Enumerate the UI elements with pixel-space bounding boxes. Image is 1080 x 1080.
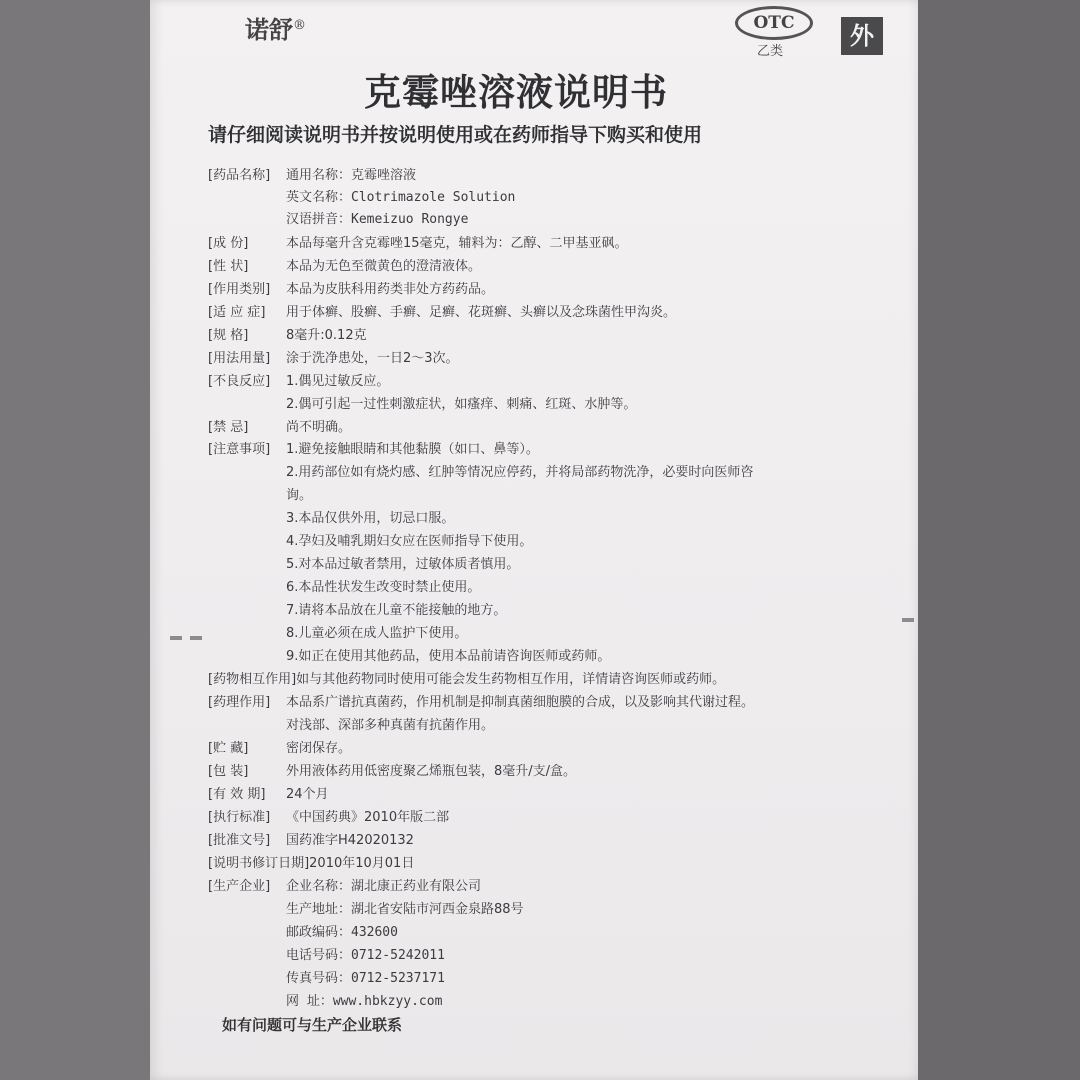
category-label: [作用类别]: [208, 282, 271, 297]
contraindications-text: 尚不明确。: [286, 420, 352, 435]
approval-label: [批准文号]: [208, 833, 271, 848]
manufacturer-address: 生产地址：湖北省安陆市河西金泉路88号: [286, 902, 524, 917]
ingredients-row: [208, 232, 628, 251]
adverse-row: [208, 370, 389, 389]
precaution-item: 2.用药部位如有烧灼感、红肿等情况应停药，并将局部药物洗净，必要时向医师咨: [286, 465, 754, 480]
background-right: [918, 0, 1080, 1080]
appearance-label: [性 状]: [208, 259, 249, 274]
precaution-item: 7.请将本品放在儿童不能接触的地方。: [286, 603, 507, 618]
category-row: [208, 278, 494, 297]
dosage-label: [用法用量]: [208, 351, 271, 366]
precaution-item: 4.孕妇及哺乳期妇女应在医师指导下使用。: [286, 534, 533, 549]
manufacturer-phone: 电话号码：0712-5242011: [286, 948, 445, 963]
dosage-row: [208, 347, 459, 366]
storage-label: [贮 藏]: [208, 741, 249, 756]
manufacturer-website: 网 址：www.hbkzyy.com: [286, 994, 443, 1009]
precaution-item: 1.避免接触眼睛和其他黏膜（如口、鼻等）。: [286, 442, 539, 457]
specification-label: [规 格]: [208, 328, 249, 343]
interactions-row: [208, 668, 725, 687]
revision-row: [208, 852, 414, 871]
fold-mark: [170, 636, 182, 640]
manufacturer-name: 企业名称：湖北康正药业有限公司: [286, 879, 482, 894]
appearance-text: 本品为无色至微黄色的澄清液体。: [286, 259, 482, 274]
pharmacology-text-continued: 对浅部、深部多种真菌有抗菌作用。: [286, 718, 495, 733]
interactions-label: [药物相互作用]: [208, 672, 297, 687]
manufacturer-row: [208, 875, 481, 894]
precaution-item: 5.对本品过敏者禁用，过敏体质者慎用。: [286, 557, 520, 572]
manufacturer-label: [生产企业]: [208, 879, 271, 894]
precautions-row: [208, 438, 539, 457]
standard-text: 《中国药典》2010年版二部: [286, 810, 450, 825]
common-name: 通用名称：克霉唑溶液: [286, 168, 417, 183]
drug-name-label: [药品名称]: [208, 168, 271, 183]
background-left: [0, 0, 150, 1080]
pharmacology-text: 本品系广谱抗真菌药，作用机制是抑制真菌细胞膜的合成，以及影响其代谢过程。: [286, 695, 755, 710]
leaflet-sheet: [150, 0, 918, 1080]
revision-text: 2010年10月01日: [309, 856, 415, 871]
contraindications-row: [208, 416, 351, 435]
adverse-item: 1.偶见过敏反应。: [286, 374, 390, 389]
pinyin-name: 汉语拼音：Kemeizuo Rongye: [286, 212, 469, 227]
storage-row: [208, 737, 351, 756]
approval-row: [208, 829, 414, 848]
appearance-row: [208, 255, 481, 274]
adverse-item: 2.偶可引起一过性刺激症状，如瘙痒、刺痛、红斑、水肿等。: [286, 397, 637, 412]
otc-badge: OTC: [735, 6, 813, 40]
category-text: 本品为皮肤科用药类非处方药药品。: [286, 282, 495, 297]
external-use-mark: 外: [841, 17, 883, 55]
validity-text: 24个月: [286, 787, 329, 802]
approval-text: 国药准字H42020132: [286, 833, 414, 848]
fold-mark: [902, 618, 914, 622]
page-subtitle: 请仔细阅读说明书并按说明使用或在药师指导下购买和使用: [208, 124, 703, 146]
indications-text: 用于体癣、股癣、手癣、足癣、花斑癣、头癣以及念珠菌性甲沟炎。: [286, 305, 677, 320]
precaution-item: 3.本品仅供外用，切忌口服。: [286, 511, 455, 526]
english-name: 英文名称：Clotrimazole Solution: [286, 190, 516, 205]
standard-label: [执行标准]: [208, 810, 271, 825]
pharmacology-label: [药理作用]: [208, 695, 271, 710]
trademark-symbol: ®: [293, 18, 306, 33]
precaution-item: 询。: [286, 488, 313, 503]
indications-label: [适 应 症]: [208, 305, 266, 320]
contraindications-label: [禁 忌]: [208, 420, 249, 435]
precautions-label: [注意事项]: [208, 442, 271, 457]
dosage-text: 涂于洗净患处，一日2～3次。: [286, 351, 459, 366]
specification-row: [208, 324, 367, 343]
drug-name-row: [208, 164, 416, 183]
standard-row: [208, 806, 449, 825]
validity-label: [有 效 期]: [208, 787, 266, 802]
ingredients-text: 本品每毫升含克霉唑15毫克，辅料为：乙醇、二甲基亚砜。: [286, 236, 628, 251]
precaution-item: 9.如正在使用其他药品，使用本品前请咨询医师或药师。: [286, 649, 611, 664]
brand-logo: 诺舒®: [245, 15, 306, 44]
fold-mark: [190, 636, 202, 640]
adverse-label: [不良反应]: [208, 374, 271, 389]
validity-row: [208, 783, 329, 802]
precaution-item: 8.儿童必须在成人监护下使用。: [286, 626, 468, 641]
revision-label: [说明书修订日期]: [208, 856, 310, 871]
pharmacology-row: [208, 691, 754, 710]
footer-note: 如有问题可与生产企业联系: [222, 1016, 403, 1034]
ingredients-label: [成 份]: [208, 236, 249, 251]
packaging-label: [包 装]: [208, 764, 249, 779]
packaging-row: [208, 760, 576, 779]
precaution-item: 6.本品性状发生改变时禁止使用。: [286, 580, 481, 595]
manufacturer-postcode: 邮政编码：432600: [286, 925, 398, 940]
indications-row: [208, 301, 676, 320]
storage-text: 密闭保存。: [286, 741, 352, 756]
specification-text: 8毫升:0.12克: [286, 328, 367, 343]
packaging-text: 外用液体药用低密度聚乙烯瓶包装，8毫升/支/盒。: [286, 764, 577, 779]
interactions-text: 如与其他药物同时使用可能会发生药物相互作用，详情请咨询医师或药师。: [296, 672, 726, 687]
manufacturer-fax: 传真号码：0712-5237171: [286, 971, 445, 986]
page-title: 克霉唑溶液说明书: [364, 71, 668, 114]
otc-class: 乙类: [757, 44, 784, 59]
